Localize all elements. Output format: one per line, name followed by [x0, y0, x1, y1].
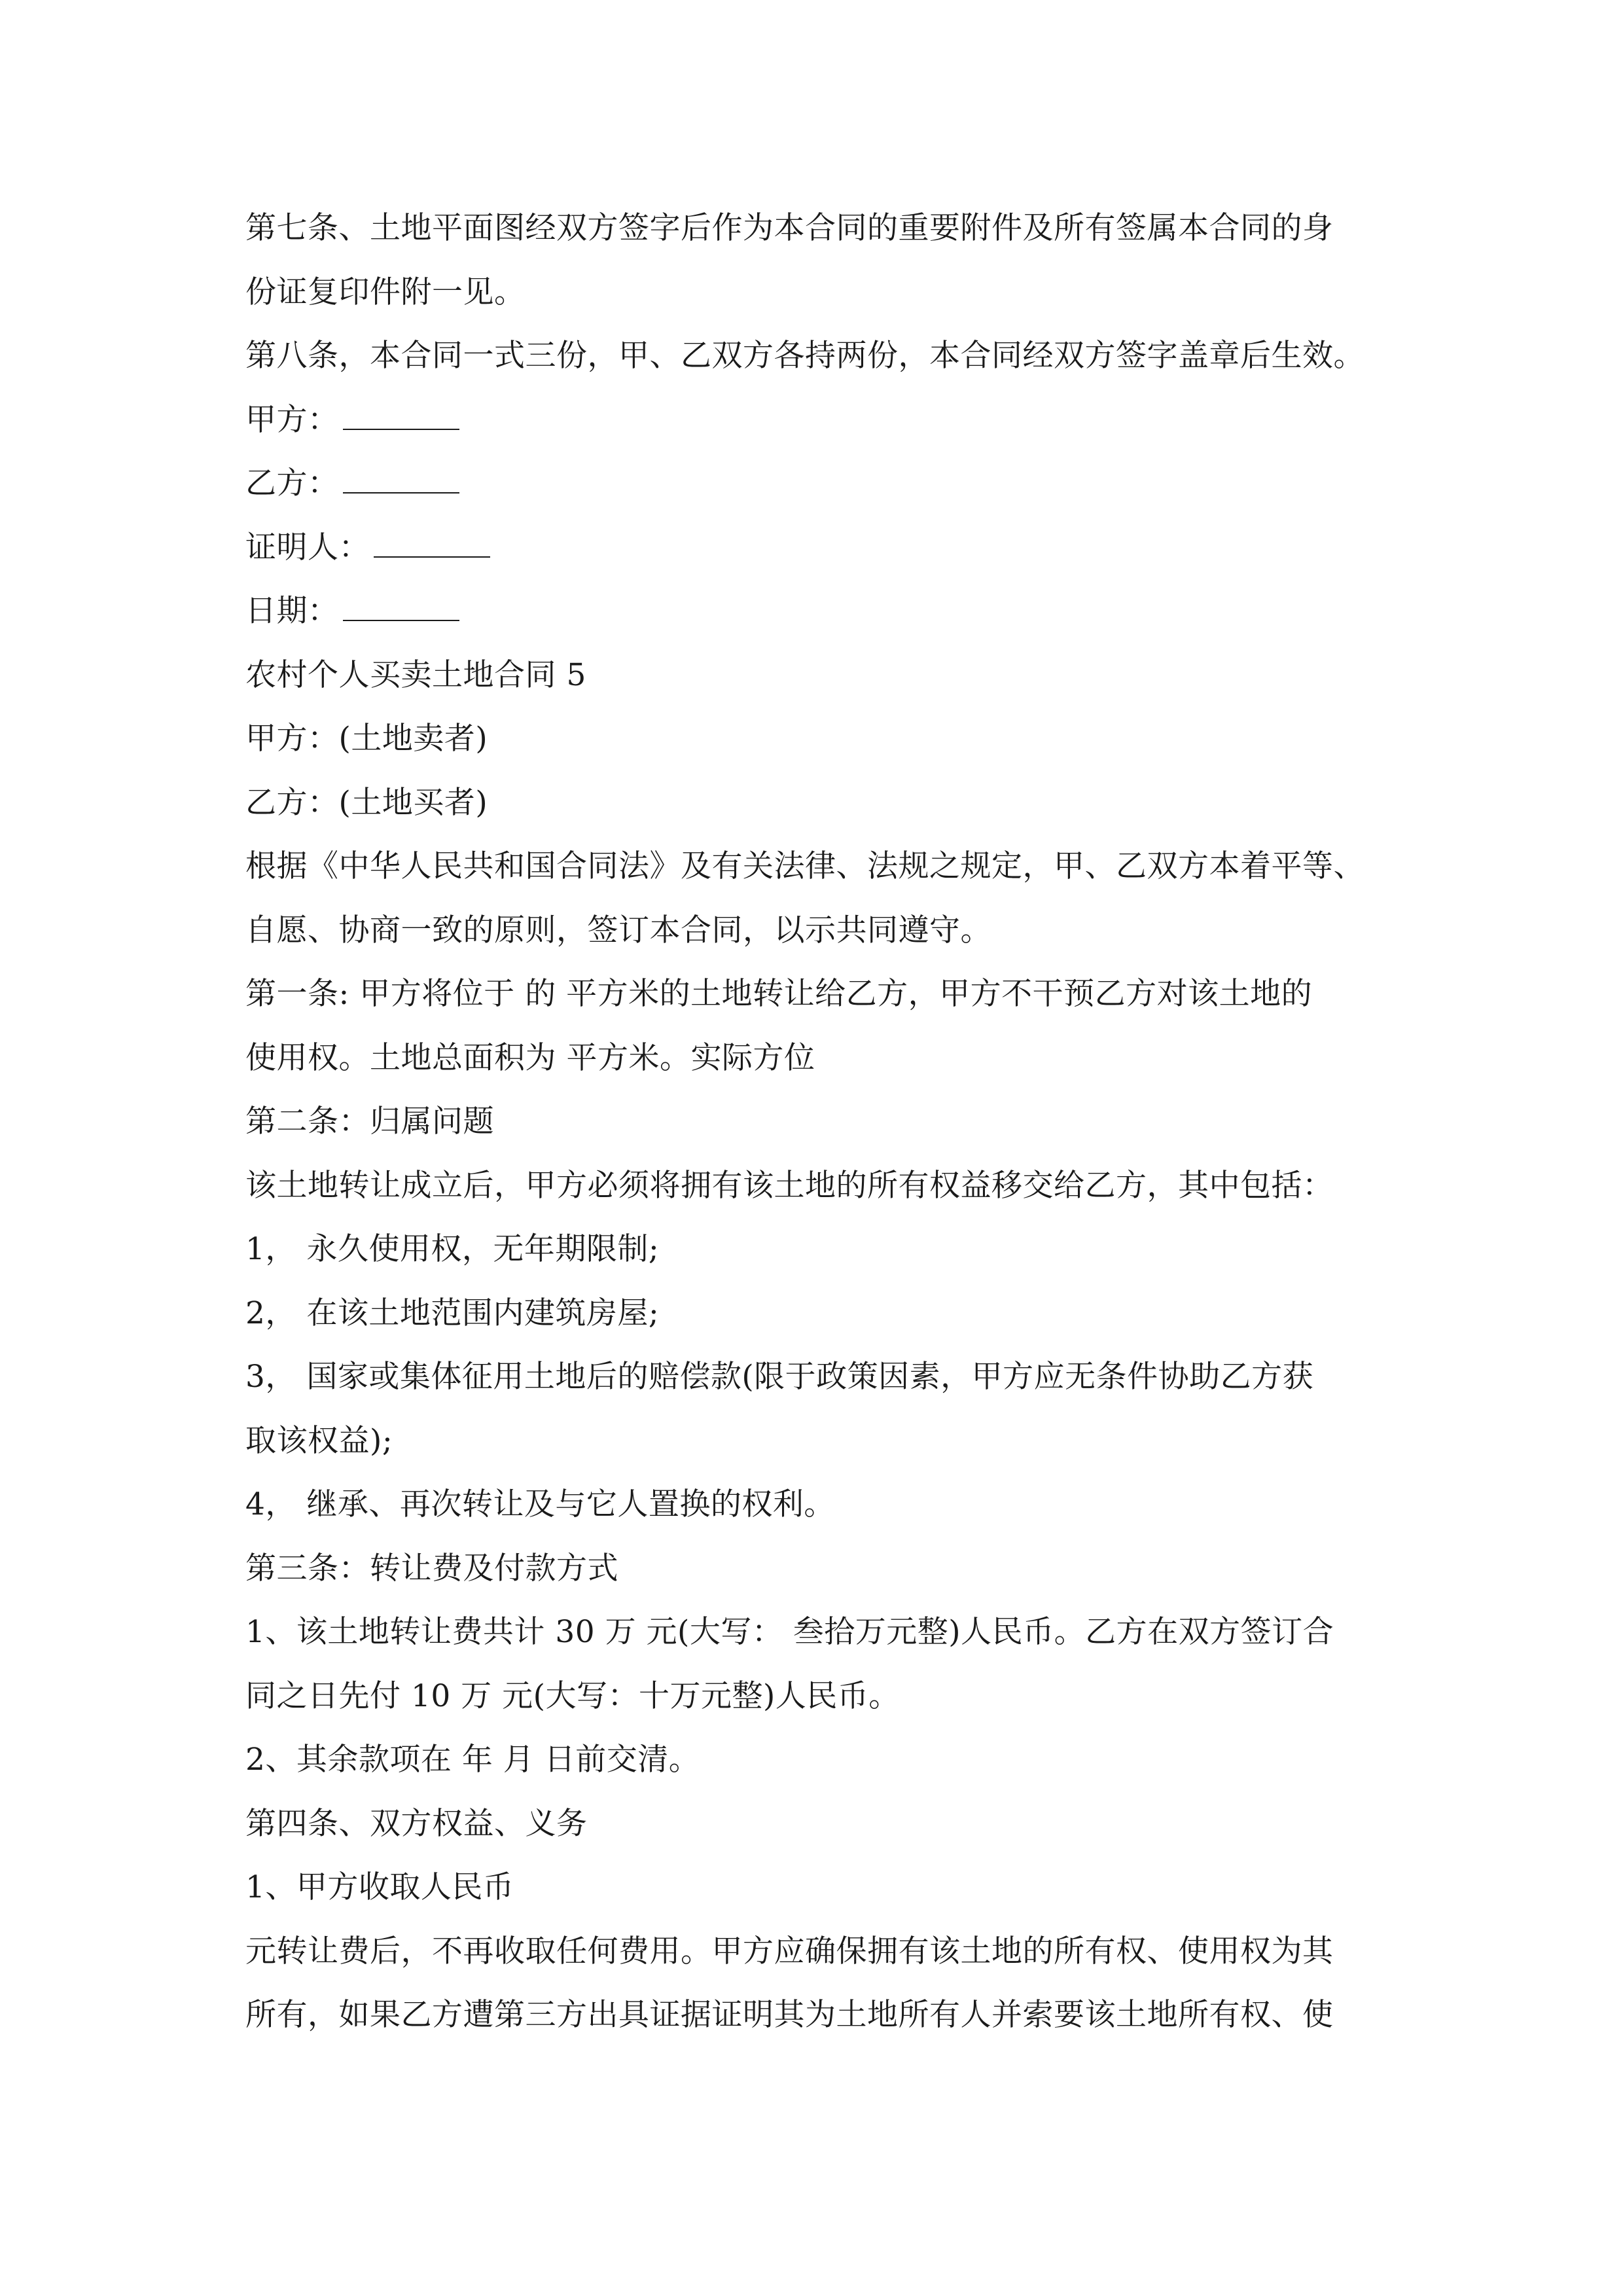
section-heading: 第四条、双方权益、义务 — [245, 1805, 588, 1842]
signature-blank — [343, 467, 459, 493]
text-line: 该土地转让成立后，甲方必须将拥有该土地的所有权益移交给乙方，其中包括： — [245, 1167, 1334, 1204]
text-line: 第八条，本合同一式三份，甲、乙双方各持两份，本合同经双方签字盖章后生效。 — [245, 338, 1364, 374]
witness-label: 证明人： — [245, 529, 370, 565]
list-item: 3， 国家或集体征用土地后的赔偿款(限于政策因素，甲方应无条件协助乙方获 — [245, 1359, 1314, 1395]
text-line: 1、该土地转让费共计 30 万 元(大写： 叁拾万元整)人民币。乙方在双方签订合 — [245, 1614, 1334, 1650]
list-item: 1， 永久使用权，无年期限制; — [245, 1231, 660, 1267]
contract-heading: 农村个人买卖土地合同 5 — [245, 656, 586, 693]
party-b-label: 乙方： — [245, 465, 339, 501]
signature-line-party-b — [245, 452, 1381, 516]
text-line: 同之日先付 10 万 元(大写：十万元整)人民币。 — [245, 1677, 900, 1714]
section-heading: 第三条：转让费及付款方式 — [245, 1550, 618, 1587]
contract-body — [245, 196, 1381, 2047]
text-line: 乙方：(土地买者) — [245, 784, 488, 821]
party-a-label: 甲方： — [245, 401, 339, 438]
signature-line-witness — [245, 516, 1381, 580]
text-line: 2、其余款项在 年 月 日前交清。 — [245, 1742, 700, 1778]
signature-blank — [374, 531, 490, 558]
list-item: 2， 在该土地范围内建筑房屋; — [245, 1295, 660, 1331]
text-line: 1、甲方收取人民币 — [245, 1869, 514, 1905]
text-line: 第七条、土地平面图经双方签字后作为本合同的重要附件及所有签属本合同的身 — [245, 210, 1334, 246]
text-line: 份证复印件附一见。 — [245, 274, 526, 310]
text-line: 根据《中华人民共和国合同法》及有关法律、法规之规定，甲、乙双方本着平等、 — [245, 848, 1364, 884]
section-heading: 第二条：归属问题 — [245, 1103, 494, 1139]
signature-line-party-a — [245, 388, 1381, 452]
text-line: 自愿、协商一致的原则，签订本合同，以示共同遵守。 — [245, 912, 991, 948]
text-line: 取该权益); — [245, 1422, 393, 1459]
text-line: 使用权。土地总面积为 平方米。实际方位 — [245, 1039, 815, 1076]
text-line: 元转让费后，不再收取任何费用。甲方应确保拥有该土地的所有权、使用权为其 — [245, 1933, 1334, 1969]
text-line: 第一条: 甲方将位于 的 平方米的土地转让给乙方，甲方不干预乙方对该土地的 — [245, 976, 1313, 1012]
signature-line-date — [245, 579, 1381, 643]
date-label: 日期： — [245, 593, 339, 629]
signature-blank — [343, 595, 459, 621]
text-line: 甲方：(土地卖者) — [245, 721, 488, 757]
text-line: 所有，如果乙方遭第三方出具证据证明其为土地所有人并索要该土地所有权、使 — [245, 1997, 1334, 2033]
signature-blank — [343, 404, 459, 430]
list-item: 4， 继承、再次转让及与它人置换的权利。 — [245, 1486, 835, 1522]
